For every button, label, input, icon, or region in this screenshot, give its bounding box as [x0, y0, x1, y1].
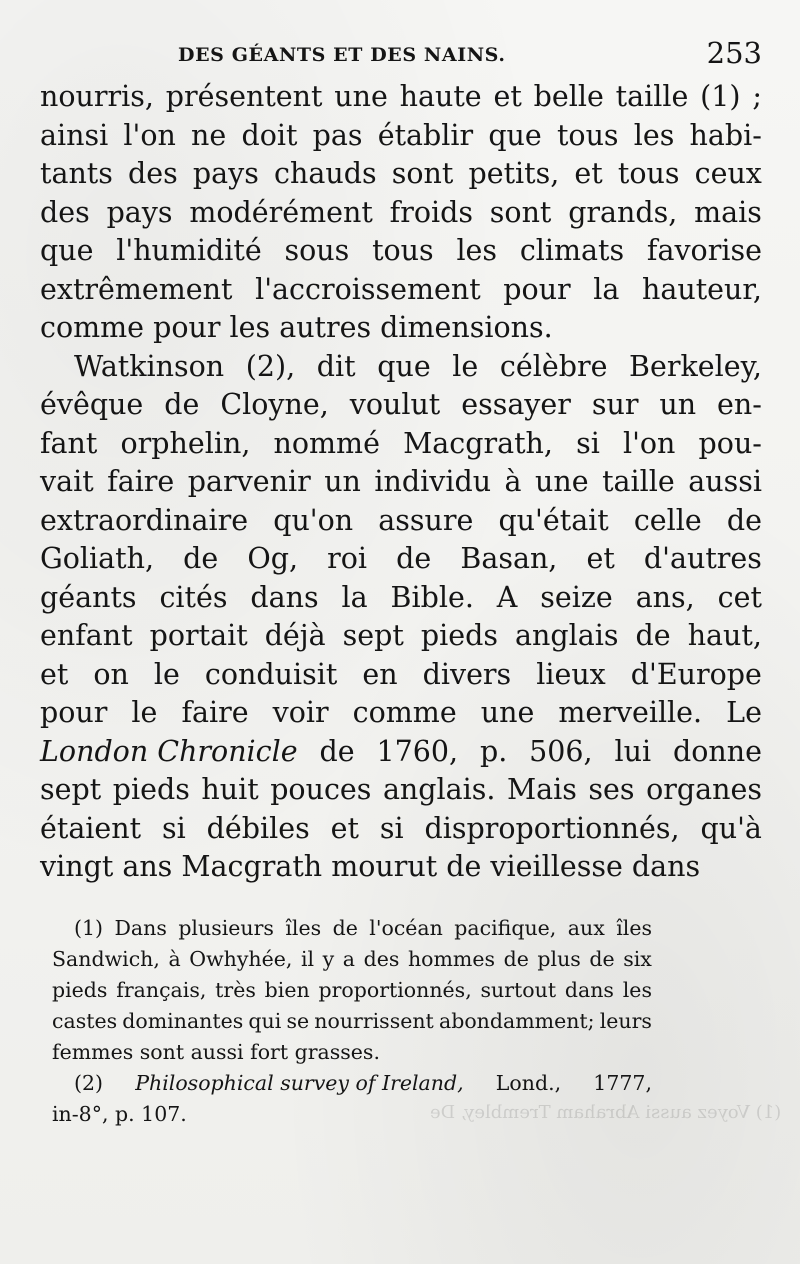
footnote-line: (2) Philosophical survey of Ireland, Lond., 1777, [52, 1068, 652, 1099]
body-line: fant orphelin, nommé Macgrath, si l'on pou- [40, 426, 762, 460]
body-line: et on le conduisit en divers lieux d'Europe [40, 657, 762, 691]
body-line: ainsi l'on ne doit pas établir que tous les habi- [40, 118, 762, 152]
footnote-line: (1) Dans plusieurs îles de l'océan pacifique, aux îles [74, 916, 652, 940]
body-line: pour le faire voir comme une merveille. Le [40, 696, 762, 729]
footnote-line: in-8°, p. 107. [52, 1102, 187, 1126]
body-line: nourris, présentent une haute et belle taille (1) ; [40, 80, 762, 113]
footnote-line: castes dominantes qui se nourrissent abondamment; leurs [52, 1009, 652, 1033]
italic-title: Philosophical survey of Ireland, [135, 1071, 464, 1095]
body-line: comme pour les autres dimensions. [40, 311, 553, 344]
body-line: Goliath, de Og, roi de Basan, et d'autres [40, 542, 762, 575]
footnote-line: femmes sont aussi fort grasses. [52, 1040, 380, 1064]
body-line: extrêmement l'accroissement pour la hauteur, [40, 272, 762, 306]
page-number: 253 [706, 36, 762, 70]
body-line: vait faire parvenir un individu à une taille aussi [40, 465, 762, 498]
footnote-line: pieds français, très bien proportionnés, surtout dans les [52, 978, 652, 1002]
footnotes [52, 913, 652, 1130]
italic-title: London Chronicle [40, 734, 298, 768]
body-line: sept pieds huit pouces anglais. Mais ses organes [40, 773, 762, 806]
body-line: extraordinaire qu'on assure qu'était celle de [40, 503, 762, 537]
body-line: enfant portait déjà sept pieds anglais de haut, [40, 619, 762, 652]
show-through-text: (1) Voyez aussi Abraham Trembley, De [430, 1102, 782, 1123]
body-line: évêque de Cloyne, voulut essayer sur un en- [40, 388, 762, 421]
body-line: des pays modérément froids sont grands, mais [40, 195, 762, 229]
body-line: étaient si débiles et si disproportionnés, qu'à [40, 811, 762, 845]
body-line: tants des pays chauds sont petits, et tous ceux [40, 157, 762, 190]
body-line: vingt ans Macgrath mourut de vieillesse dans [40, 850, 701, 883]
footnote-line: Sandwich, à Owhyhée, il y a des hommes de plus de six [52, 947, 652, 971]
body-line: London Chronicle de 1760, p. 506, lui donne [40, 733, 762, 772]
running-head: DES GÉANTS ET DES NAINS. [178, 44, 506, 66]
body-line: Watkinson (2), dit que le célèbre Berkeley, [74, 349, 762, 383]
body-text [40, 78, 762, 887]
body-line: que l'humidité sous tous les climats favorise [40, 234, 762, 267]
page-header [40, 36, 762, 72]
body-line: géants cités dans la Bible. A seize ans, cet [40, 580, 762, 614]
